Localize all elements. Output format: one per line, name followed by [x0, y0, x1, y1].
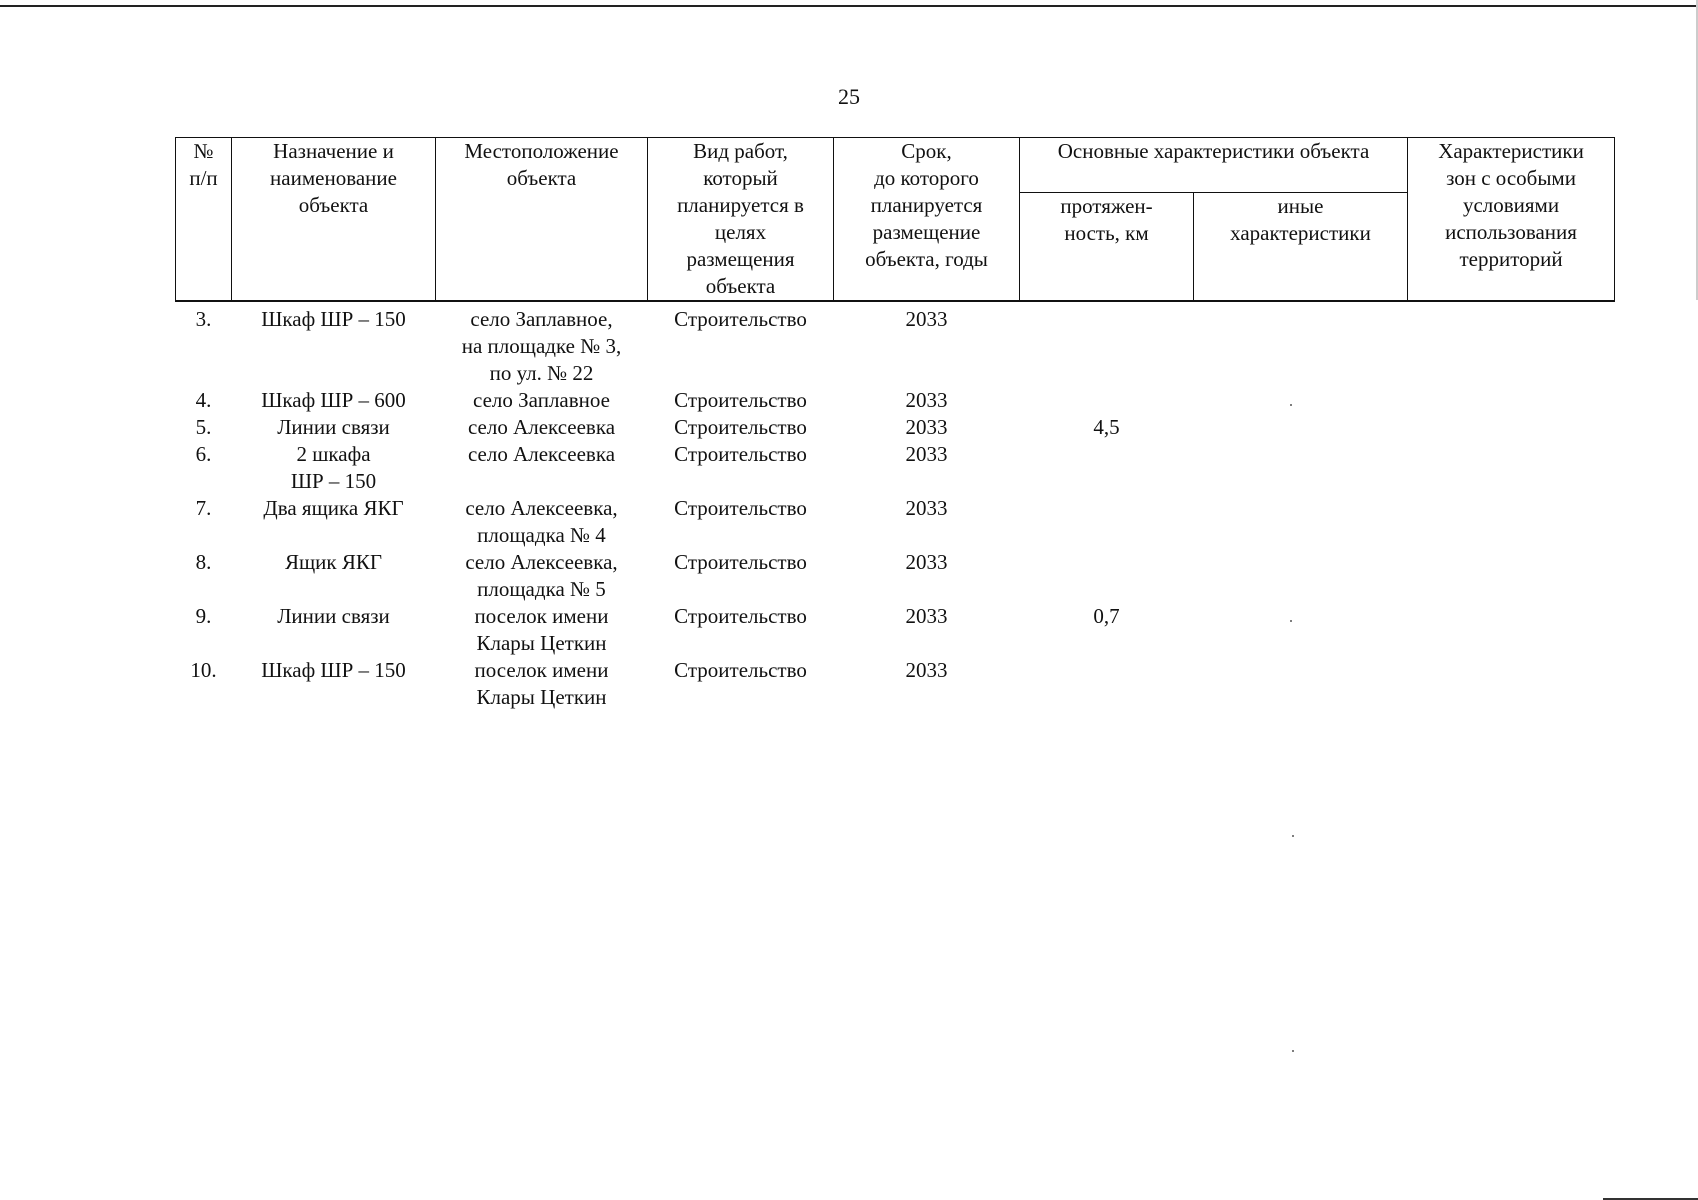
cell-name: Два ящика ЯКГ [263, 496, 404, 520]
cell-num: 7. [195, 496, 212, 520]
cell-work-type: Строительство [674, 415, 807, 439]
scan-speck [1292, 835, 1294, 837]
cell-num: 6. [195, 442, 212, 466]
scan-border-top [0, 5, 1698, 7]
cell-term: 2033 [905, 388, 948, 412]
cell-work-type: Строительство [674, 550, 807, 574]
cell-name: Шкаф ШР – 600 [261, 388, 406, 412]
cell-location: поселок имени Клары Цеткин [474, 604, 609, 655]
cell-name: Шкаф ШР – 150 [261, 658, 406, 682]
header-main-characteristics: Основные характеристики объекта [1020, 138, 1408, 193]
cell-location: село Алексеевка, площадка № 4 [465, 496, 618, 547]
cell-length: 4,5 [1093, 415, 1120, 439]
cell-location: поселок имени Клары Цеткин [474, 658, 609, 709]
cell-term: 2033 [905, 550, 948, 574]
cell-other [1194, 495, 1408, 549]
cell-term: 2033 [905, 415, 948, 439]
cell-term: 2033 [905, 604, 948, 628]
cell-zones [1408, 441, 1615, 495]
cell-zones [1408, 414, 1615, 441]
cell-other [1194, 549, 1408, 603]
table-row [176, 495, 1615, 549]
header-other-characteristics: иные характеристики [1194, 192, 1408, 301]
table-body [176, 301, 1615, 711]
scan-speck [1290, 404, 1292, 406]
cell-other [1194, 603, 1408, 657]
cell-length [1020, 301, 1194, 387]
cell-num: 4. [195, 388, 212, 412]
cell-zones [1408, 603, 1615, 657]
table-row [176, 387, 1615, 414]
cell-term: 2033 [905, 658, 948, 682]
cell-work-type: Строительство [674, 496, 807, 520]
cell-location: село Заплавное [473, 388, 610, 412]
cell-num: 3. [195, 307, 212, 331]
objects-table [175, 137, 1615, 711]
cell-other [1194, 301, 1408, 387]
cell-length [1020, 657, 1194, 711]
cell-name: Линии связи [277, 604, 390, 628]
table-row [176, 603, 1615, 657]
cell-name: Ящик ЯКГ [284, 550, 383, 574]
cell-length [1020, 441, 1194, 495]
cell-name: 2 шкафа ШР – 150 [290, 442, 377, 493]
cell-zones [1408, 495, 1615, 549]
cell-work-type: Строительство [674, 442, 807, 466]
table-row [176, 657, 1615, 711]
cell-num: 5. [195, 415, 212, 439]
cell-work-type: Строительство [674, 604, 807, 628]
header-zones: Характеристики зон с особыми условиями использования территорий [1408, 138, 1615, 302]
cell-zones [1408, 387, 1615, 414]
table-row [176, 441, 1615, 495]
header-work-type: Вид работ, который планируется в целях размещения объекта [648, 138, 834, 302]
cell-num: 8. [195, 550, 212, 574]
header-num: № п/п [176, 138, 232, 302]
cell-location: село Алексеевка, площадка № 5 [465, 550, 618, 601]
cell-other [1194, 657, 1408, 711]
cell-name: Линии связи [277, 415, 390, 439]
cell-zones [1408, 549, 1615, 603]
table-row [176, 301, 1615, 387]
table-row [176, 549, 1615, 603]
header-length: протяжен- ность, км [1020, 192, 1194, 301]
cell-name: Шкаф ШР – 150 [261, 307, 406, 331]
cell-location: село Алексеевка [467, 415, 616, 439]
table-row [176, 414, 1615, 441]
scan-speck [1290, 620, 1292, 622]
cell-work-type: Строительство [674, 388, 807, 412]
cell-length [1020, 549, 1194, 603]
cell-work-type: Строительство [674, 658, 807, 682]
scan-speck [1292, 1050, 1294, 1052]
cell-num: 10. [190, 658, 217, 682]
header-location: Местоположение объекта [436, 138, 648, 302]
page-number: 25 [838, 84, 860, 109]
cell-zones [1408, 301, 1615, 387]
cell-term: 2033 [905, 307, 948, 331]
header-name: Назначение и наименование объекта [232, 138, 436, 302]
header-term: Срок, до которого планируется размещение объекта, годы [834, 138, 1020, 302]
cell-zones [1408, 657, 1615, 711]
cell-other [1194, 414, 1408, 441]
cell-other [1194, 441, 1408, 495]
cell-length [1020, 387, 1194, 414]
cell-other [1194, 387, 1408, 414]
cell-work-type: Строительство [674, 307, 807, 331]
table-header [176, 138, 1615, 302]
cell-length: 0,7 [1093, 604, 1120, 628]
cell-length [1020, 495, 1194, 549]
cell-term: 2033 [905, 442, 948, 466]
cell-location: село Алексеевка [467, 442, 616, 466]
cell-term: 2033 [905, 496, 948, 520]
cell-location: село Заплавное, на площадке № 3, по ул. № 22 [461, 307, 622, 385]
cell-num: 9. [195, 604, 212, 628]
